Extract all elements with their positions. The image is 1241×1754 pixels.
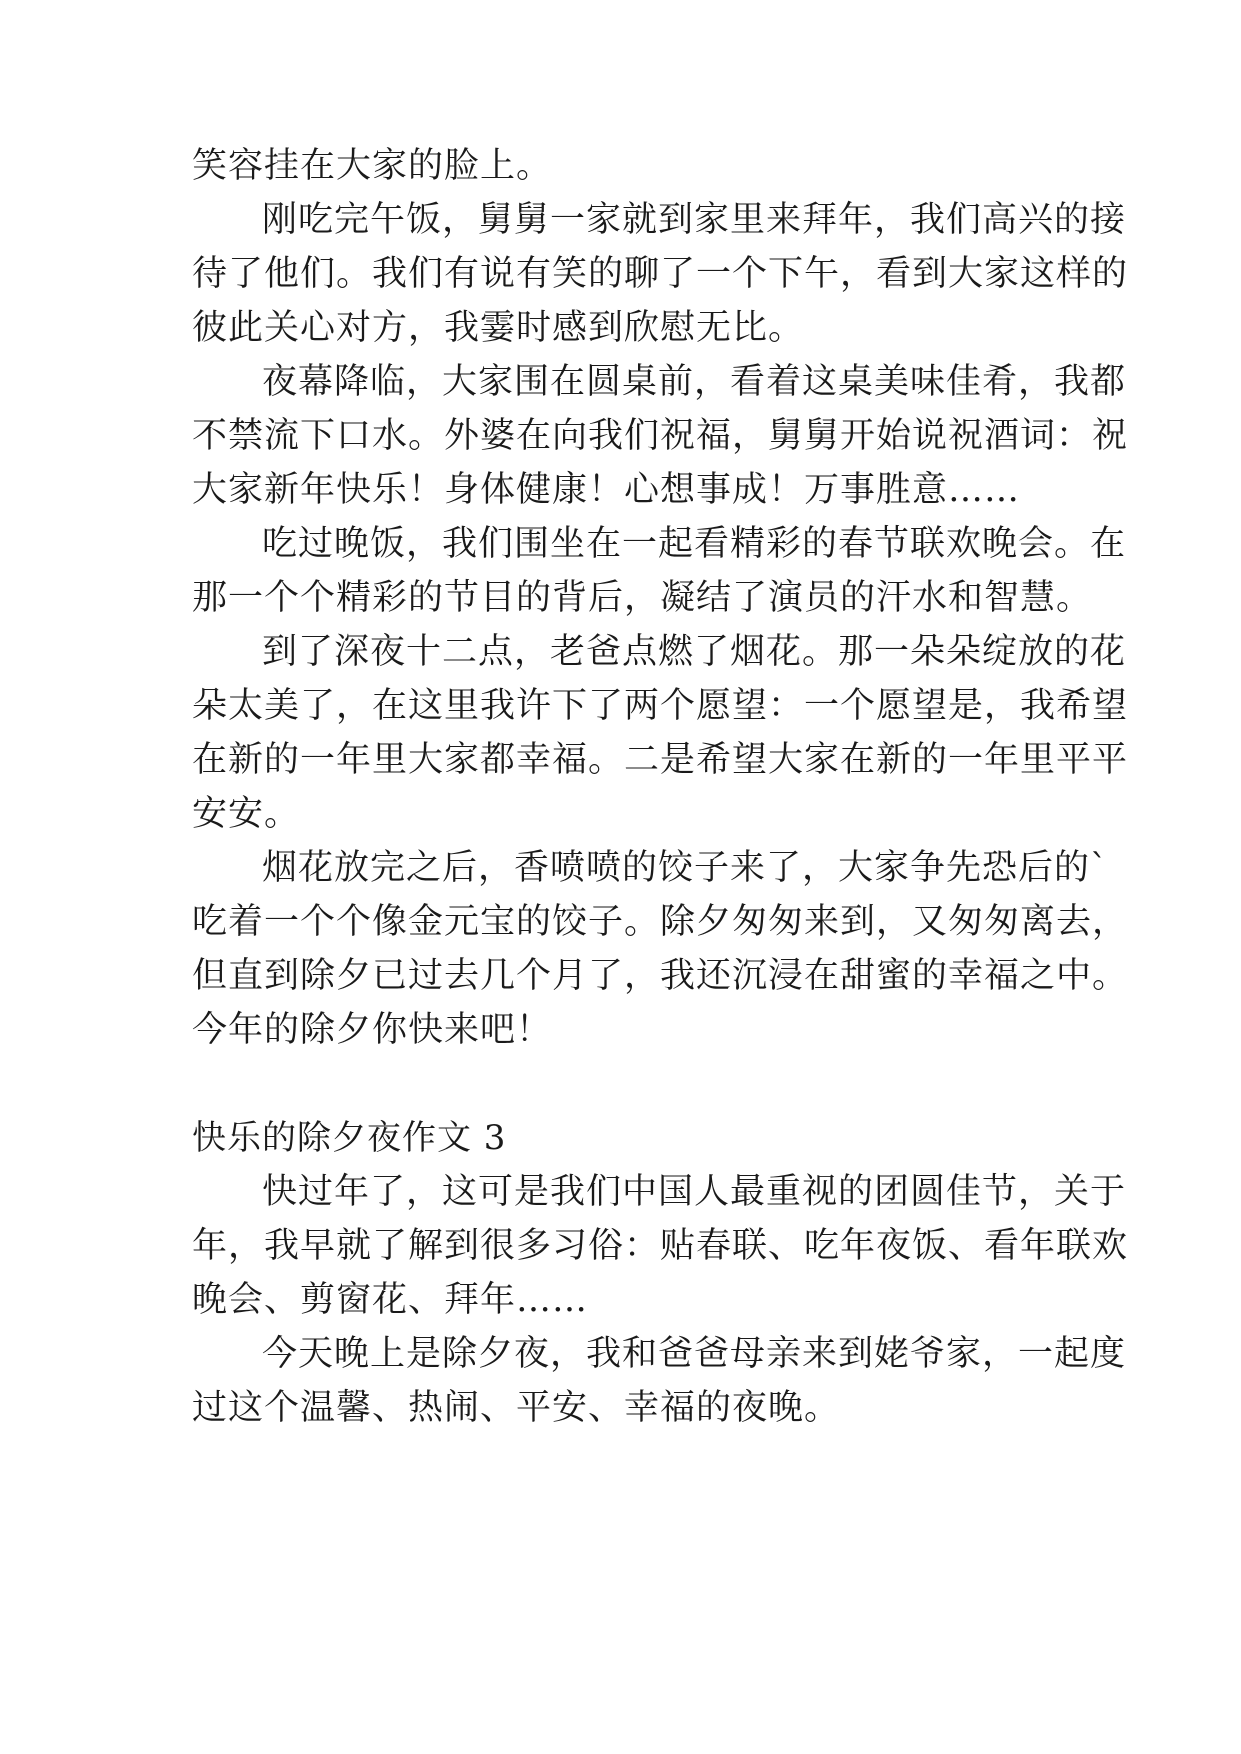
text-line: 大家新年快乐！身体健康！心想事成！万事胜意…… — [192, 470, 1021, 510]
text-line: 待了他们。我们有说有笑的聊了一个下午，看到大家这样的 — [192, 254, 1129, 294]
text-line: 晚会、剪窗花、拜年…… — [192, 1280, 589, 1320]
paragraph-first-line: 今天晚上是除夕夜，我和爸爸母亲来到姥爷家，一起度 — [262, 1334, 1127, 1374]
text-line: 吃着一个个像金元宝的饺子。除夕匆匆来到，又匆匆离去， — [192, 902, 1129, 942]
paragraph-first-line: 快过年了，这可是我们中国人最重视的团圆佳节，关于 — [262, 1172, 1127, 1212]
paragraph-first-line: 夜幕降临，大家围在圆桌前，看着这桌美味佳肴，我都 — [262, 362, 1127, 402]
text-line: 年，我早就了解到很多习俗：贴春联、吃年夜饭、看年联欢 — [192, 1226, 1129, 1266]
text-line: 不禁流下口水。外婆在向我们祝福，舅舅开始说祝酒词：祝 — [192, 416, 1129, 456]
text-line: 今年的除夕你快来吧！ — [192, 1010, 553, 1050]
text-line: 那一个个精彩的节目的背后，凝结了演员的汗水和智慧。 — [192, 578, 1093, 618]
paragraph-first-line: 到了深夜十二点，老爸点燃了烟花。那一朵朵绽放的花 — [262, 632, 1127, 672]
text-line: 安安。 — [192, 794, 301, 834]
text-line: 过这个温馨、热闹、平安、幸福的夜晚。 — [192, 1388, 841, 1428]
text-line: 在新的一年里大家都幸福。二是希望大家在新的一年里平平 — [192, 740, 1129, 780]
text-line: 彼此关心对方，我霎时感到欣慰无比。 — [192, 308, 805, 348]
text-line: 笑容挂在大家的脸上。 — [192, 146, 553, 186]
paragraph-first-line: 烟花放完之后，香喷喷的饺子来了，大家争先恐后的` — [262, 848, 1109, 888]
text-line: 但直到除夕已过去几个月了，我还沉浸在甜蜜的幸福之中。 — [192, 956, 1129, 996]
text-line: 朵太美了，在这里我许下了两个愿望：一个愿望是，我希望 — [192, 686, 1129, 726]
paragraph-first-line: 刚吃完午饭，舅舅一家就到家里来拜年，我们高兴的接 — [262, 200, 1127, 240]
section-heading: 快乐的除夕夜作文 3 — [192, 1118, 507, 1158]
paragraph-first-line: 吃过晚饭，我们围坐在一起看精彩的春节联欢晚会。在 — [262, 524, 1127, 564]
